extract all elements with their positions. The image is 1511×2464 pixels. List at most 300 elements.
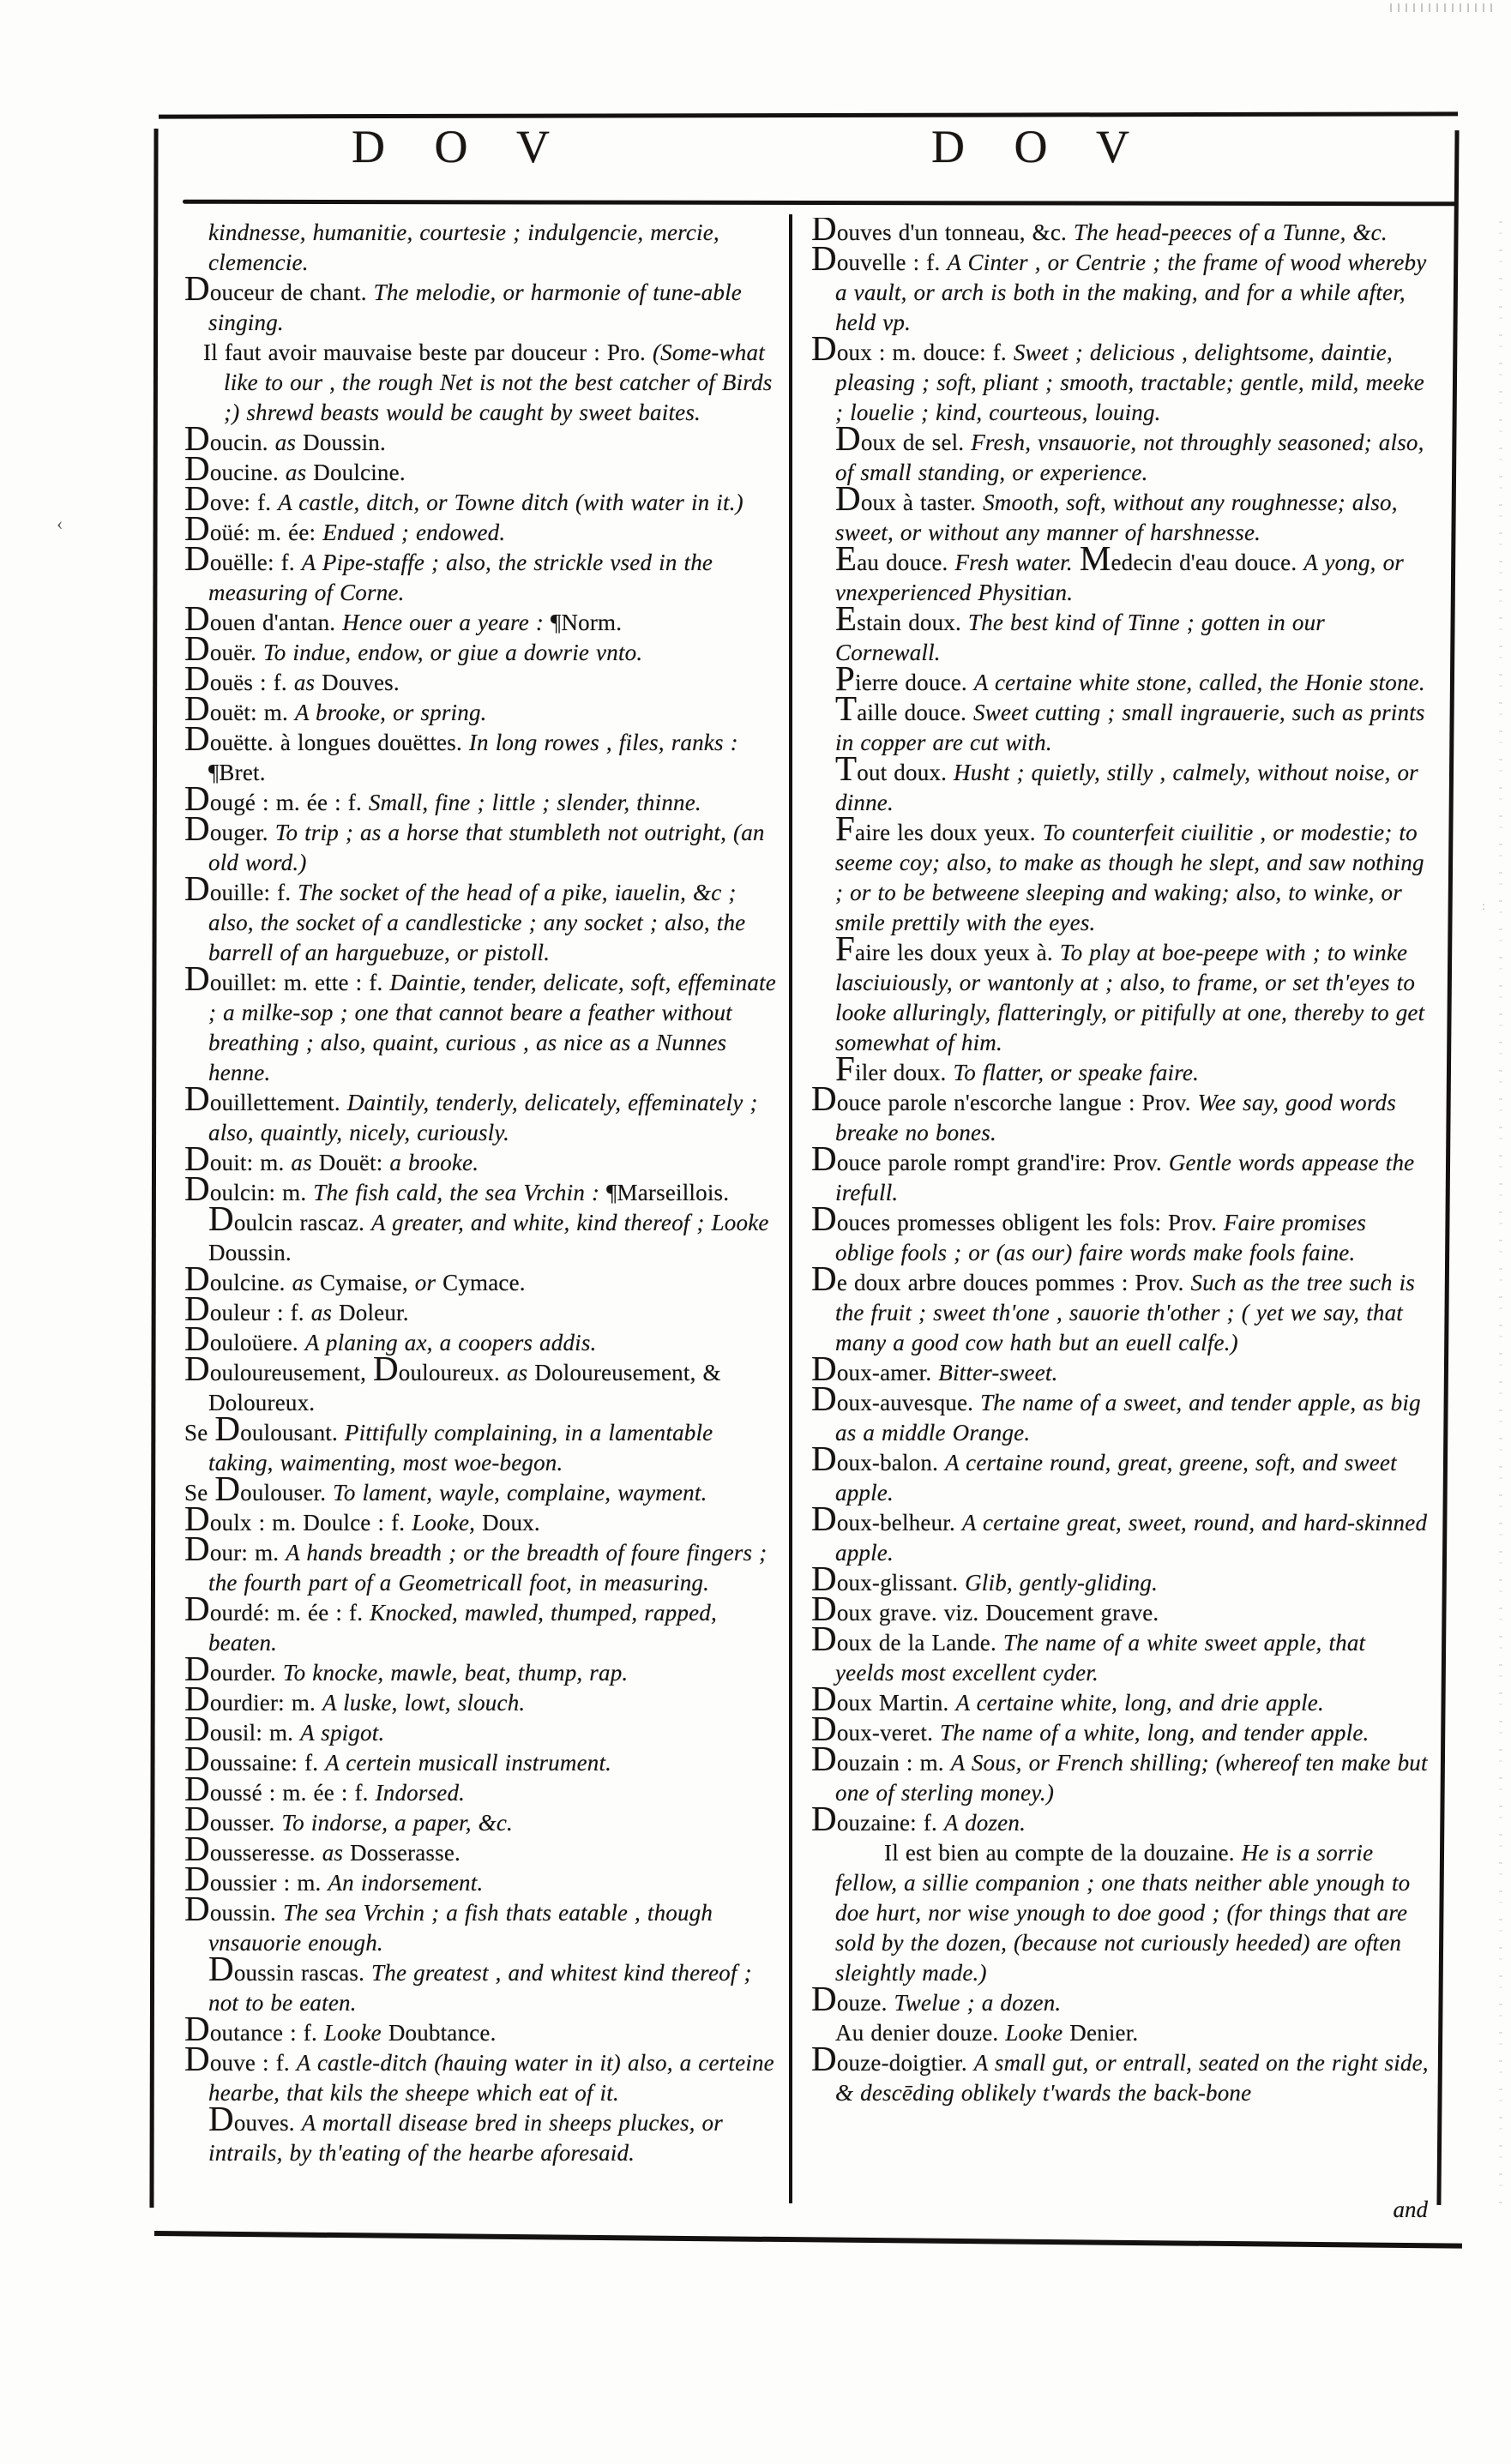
headword-text: outance : [209,2020,304,2046]
headword-initial: D [811,1679,837,1718]
definition-text: Daintie, tender, delicate, soft, effeminate ; a milke-sop ; one that cannot beare a feather without breathing ; also, quaint, curious , as nice as a Nunnes henne. [208,970,776,1085]
headword-initial: T [835,748,858,788]
headword-text: ougé : [209,790,276,815]
headword-text: ouve : [209,2050,276,2076]
definition-text: The greatest , and whitest kind thereof ; not to be eaten. [208,1960,752,2016]
dictionary-entry [811,1199,1430,1268]
roman-text: m. ée : f. [276,1600,370,1626]
definition-text: Pittifully complaining, in a lamentable taking, waimenting, most woe-begon. [208,1420,713,1475]
dictionary-entry [184,1709,782,1748]
dictionary-entry [184,508,782,548]
headword-text: edecin d'eau douce. [1111,550,1304,575]
headword-text: oussin rascas. [233,1960,372,1986]
headword-text: ouillet: [209,970,284,995]
dictionary-entry [184,658,782,698]
headword-initial: D [811,328,837,368]
definition-text: The best kind of Tinne ; gotten in our Cornewall. [835,610,1325,665]
definition-text: as [291,1150,319,1175]
dictionary-entry [184,718,782,788]
roman-text: m. [255,1540,286,1566]
left-border-rule [149,129,158,2208]
roman-text: f. [273,670,294,695]
definition-text: Sweet ; delicious , delightsome, daintie, pleasing ; soft, pliant ; smooth, tractable; gentle, mild, meeke ; louelie ; kind, courteous, louing. [835,340,1424,425]
headword-initial: D [184,1139,210,1178]
roman-text: Doleur. [339,1300,409,1325]
definition-text: To trip ; as a horse that stumbleth not outright, (an old word.) [208,820,765,875]
headword-text: ouës : [209,670,274,695]
roman-text: Doux. [482,1510,540,1535]
headword-initial: D [811,1709,837,1748]
headword-initial: D [184,778,210,818]
headword-initial: D [184,1499,210,1538]
definition-text: In long rowes , files, ranks : [468,730,738,755]
roman-text: Douves. [322,670,400,695]
dictionary-entry [811,1739,1430,1808]
headword-text: ouëtte. [209,730,280,755]
dictionary-entry [811,1709,1430,1748]
dictionary-entry [811,2018,1430,2048]
dictionary-entry [184,1859,782,1898]
definition-text: Fresh, vnsauorie, not throughly seasoned; also, of small standing, or experience. [835,430,1424,485]
headword-initial: D [811,1589,837,1628]
dictionary-entry [184,418,782,458]
definition-text: or [414,1270,443,1295]
dictionary-entry [184,1829,782,1868]
roman-text: à longues douëttes. [280,730,469,755]
headword-text: oucin. [209,430,275,455]
definition-text: a brooke. [389,1150,479,1175]
headword-initial: M [1079,538,1111,578]
dictionary-entry [184,1289,782,1328]
headword-initial: D [214,1469,241,1508]
definition-text: Looke [1005,2020,1070,2046]
dictionary-entry [184,538,782,608]
definition-text: To indue, endow, or giue a dowrie vnto. [263,640,643,665]
scan-edge-noise [1499,206,1502,2203]
headword-text: ouëlle: [209,550,281,575]
headword-initial: D [811,1079,837,1118]
dictionary-entry [184,448,782,488]
definition-text: as [506,1360,535,1385]
dictionary-entry [184,1259,782,1298]
roman-text: m. [291,1690,322,1716]
dictionary-entry [184,2039,782,2108]
headword-initial: D [811,1499,837,1538]
definition-text: The name of a white sweet apple, that yeelds most excellent cyder. [835,1630,1366,1686]
headword-text: oux-belheur. [836,1510,962,1535]
dictionary-entry [811,238,1430,338]
headword-text: ouzaine: [836,1810,924,1836]
dictionary-entry [811,808,1430,938]
definition-text: Endued ; endowed. [322,520,506,545]
headword-text: oux-auvesque. [836,1390,981,1415]
definition-text: Glib, gently-gliding. [965,1570,1159,1596]
headword-text: iler doux. [855,1060,954,1085]
headword-text: oux-glissant. [836,1570,966,1596]
headword-text: oulcin rascaz. [233,1210,371,1235]
headword-initial: D [811,238,837,278]
dictionary-entry [811,1799,1430,1838]
headword-text: ouze-doigtier. [836,2050,974,2076]
headword-text: aire les doux yeux à. [855,940,1060,965]
roman-text: m. douce: f. [892,340,1014,365]
dictionary-entry [184,628,782,668]
dictionary-entry [184,778,782,818]
headword-initial: D [184,448,210,488]
definition-text: A certaine white, long, and drie apple. [955,1690,1324,1716]
headword-initial: D [184,959,210,998]
headword-text: oux de la Lande. [836,1630,1003,1656]
dictionary-entry [184,1889,782,1958]
headword-text: stain doux. [857,610,968,635]
definition-text: A mortall disease bred in sheeps pluckes, or intrails, by th'eating of the hearbe aforesaid. [208,2110,723,2166]
headword-initial: D [835,418,861,458]
headword-text: ouleur : [209,1300,291,1325]
definition-text: as [310,1300,340,1325]
roman-text: Doloureusement, & Doloureux. [208,1360,721,1415]
headword-text: ouzain : [836,1750,920,1776]
roman-text: Cymace. [442,1270,526,1295]
definition-text: A Sous, or French shilling; (whereof ten make but one of sterling money.) [835,1750,1428,1806]
dictionary-entry [184,1469,782,1508]
dictionary-entry [184,218,782,278]
roman-text: Prov. [1135,1270,1191,1295]
headword-initial: D [811,1349,837,1388]
roman-text: Prov. [1112,1150,1169,1175]
headword-initial: F [835,1049,856,1088]
roman-text: f. [280,550,302,575]
headword-initial: F [835,929,856,968]
dictionary-entry [811,1559,1430,1598]
headword-initial: D [184,1259,210,1298]
headword-text: ierre douce. [855,670,974,695]
headword-initial: D [811,1139,837,1178]
definition-text: A spigot. [300,1720,385,1746]
headword-initial: D [208,2099,234,2138]
roman-text: f. [926,249,948,275]
headword-text: ouves d'un tonneau, &c. [836,219,1074,245]
headword-initial: E [835,598,858,638]
headword-initial: D [208,1949,234,1988]
headword-text: ourdé: [209,1600,277,1626]
definition-text: Gentle words appease the irefull. [835,1150,1415,1205]
headword-text: ouillettement. [209,1090,347,1115]
headword-text: oulcin: [209,1180,283,1205]
dictionary-entry [811,658,1430,698]
dictionary-entry [184,808,782,878]
definition-text: To indorse, a paper, &c. [281,1810,513,1836]
headword-text: ousseresse. [209,1840,322,1866]
headword-text: ousser. [209,1810,282,1836]
definition-text: Smooth, soft, without any roughnesse; also, sweet, or without any manner of harshnesse. [835,490,1398,545]
headword-initial: D [184,868,210,908]
definition-text: A certaine white stone, called, the Honie stone. [973,670,1425,695]
definition-text: Knocked, mawled, thumped, rapped, beaten. [208,1600,717,1656]
headword-text: oux Martin. [836,1690,956,1716]
dictionary-entry [184,598,782,638]
definition-text: Bitter-sweet. [938,1360,1058,1385]
headword-initial: D [811,1379,837,1418]
headword-text: oulcine. [209,1270,292,1295]
headword-text: oux-amer. [836,1360,939,1385]
headword-initial: D [184,628,210,668]
headword-initial: P [835,658,856,698]
headword-initial: D [184,538,210,578]
headword-initial: D [184,1799,210,1838]
roman-text: m. Doulce : f. [272,1510,412,1535]
definition-text: A Cinter , or Centrie ; the frame of wood whereby a vault, or arch is both in the making, and for a while after, held vp. [835,249,1427,335]
roman-text: Cymaise, [319,1270,415,1295]
column-divider-rule [789,214,792,2203]
headword-initial: D [208,1199,234,1238]
header-divider-rule [183,200,1458,207]
definition-text: The melodie, or harmonie of tune-able singing. [208,279,742,335]
roman-text: Douët: [318,1150,390,1175]
roman-text: m. [282,1180,314,1205]
roman-text: Dosserasse. [350,1840,461,1866]
headword-text: oux : [836,340,893,365]
roman-text: Doussin. [208,1240,292,1265]
dictionary-entry [184,1199,782,1268]
headword-text: ouceur de chant. [209,279,374,305]
definition-text: A greater, and white, kind thereof ; Looke [370,1210,769,1235]
headword-text: oux-veret. [836,1720,940,1746]
roman-text: ¶Norm. [551,610,623,635]
roman-text: Au denier douze. [835,2020,1006,2046]
definition-text: as [274,430,304,455]
definition-text: Looke [323,2020,388,2046]
headword-initial: D [811,1739,837,1778]
definition-text: A certaine great, sweet, round, and hard-skinned apple. [835,1510,1428,1566]
definition-text: The head-peeces of a Tunne, &c. [1073,219,1388,245]
definition-text: as [285,460,314,485]
definition-text: A dozen. [943,1810,1026,1836]
dictionary-entry [811,418,1430,488]
dictionary-entry [184,1139,782,1178]
roman-text: m. [268,1720,301,1746]
definition-text: Indorsed. [375,1780,466,1806]
definition-text: Wee say, good words breake no bones. [835,1090,1396,1145]
dictionary-entry [811,598,1430,668]
headword-initial: T [835,688,858,728]
definition-text: A Pipe-staffe ; also, the strickle vsed in the measuring of Corne. [208,550,713,605]
roman-text: Prov. [1168,1210,1224,1235]
headword-text: oussier : [209,1870,298,1896]
headword-text: ouger. [209,820,275,845]
definition-text: A certein musicall instrument. [325,1750,612,1776]
definition-text: (Some-what like to our , the rough Net is not the best catcher of Birds ;) shrewd beasts would be caught by sweet baites. [224,340,773,425]
dictionary-entry [184,688,782,728]
headword-text: ouce parole rompt grand'ire: [836,1150,1113,1175]
definition-text: Looke, [412,1510,483,1535]
catchword: and [1393,2197,1428,2222]
dictionary-entry [184,959,782,1088]
headword-initial: D [184,2009,210,2048]
headword-text: aille douce. [857,700,974,725]
headword-initial: D [811,1799,837,1838]
headword-initial: D [811,1559,837,1598]
dictionary-entry [184,2099,782,2168]
definition-text: To flatter, or speake faire. [953,1060,1200,1085]
roman-text: viz. Doucement grave. [943,1600,1159,1626]
headword-initial: D [811,1259,837,1298]
dictionary-entry [184,1949,782,2018]
roman-text: ¶Marseillois. [606,1180,730,1205]
headword-initial: D [811,1979,837,2018]
headword-text: ouloüere. [209,1330,305,1355]
headword-initial: D [184,598,210,638]
roman-text: f. [303,2020,324,2046]
dictionary-entry [811,688,1430,758]
dictionary-entry [184,1679,782,1718]
right-column [811,218,1430,2198]
roman-text: Se [184,1420,215,1445]
definition-text: A luske, lowt, slouch. [322,1690,526,1716]
headword-initial: D [184,418,210,458]
headword-initial: D [372,1349,399,1388]
headword-initial: D [184,2039,210,2078]
roman-text: Il faut avoir mauvaise beste par douceur : Pro. [203,340,653,365]
dictionary-entry [184,268,782,338]
headword-initial: D [184,1589,210,1628]
roman-text: f. [923,1810,944,1836]
definition-text: To counterfeit ciuilitie , or modestie; to seeme coy; also, to make as though he slept, and saw nothing ; or to be betweene sleeping and waking; also, to winke, or smile prettily with the eyes. [835,820,1424,935]
roman-text: m. [263,700,295,725]
dictionary-entry [811,1139,1430,1208]
headword-initial: D [184,1289,210,1328]
dictionary-entry [811,1499,1430,1568]
headword-initial: D [184,658,210,698]
roman-text: Denier. [1069,2020,1139,2046]
headword-initial: D [184,1769,210,1808]
definition-text: Faire promises oblige fools ; or (as our) faire words make fools faine. [835,1210,1367,1265]
headword-initial: D [184,1079,210,1118]
headword-text: ove: [209,490,258,515]
dictionary-entry [811,1838,1430,1988]
headword-initial: D [184,1529,210,1568]
headword-initial: D [184,1739,210,1778]
roman-text: f. [275,2050,297,2076]
headword-text: ouille: [209,880,278,905]
headword-initial: D [184,688,210,728]
definition-text: kindnesse, humanitie, courtesie ; indulgencie, mercie, clemencie. [208,219,719,275]
headword-text: ouze. [836,1990,894,2016]
definition-text: A brooke, or spring. [294,700,487,725]
dictionary-entry [184,1349,782,1418]
roman-text: Doussin. [303,430,386,455]
dictionary-entry [184,1169,782,1208]
roman-text: Il est bien au compte de la douzaine. [884,1840,1242,1866]
dictionary-entry [184,478,782,518]
definition-text: A castle, ditch, or Towne ditch (with water in it.) [278,490,743,515]
dictionary-entry [811,1979,1430,2018]
definition-text: Husht ; quietly, stilly , calmely, without noise, or dinne. [835,760,1418,815]
dictionary-entry [811,1379,1430,1448]
headword-initial: D [184,478,210,518]
headword-text: out doux. [857,760,954,785]
dictionary-entry [811,1259,1430,1358]
dictionary-entry [184,868,782,968]
dictionary-entry [184,2009,782,2048]
dictionary-entry [811,1439,1430,1508]
definition-text: To play at boe-peepe with ; to winke lasciuiously, or wantonly at ; also, to frame, or set th'eyes to looke alluringly, flatteringly, or pitifully at one, thereby to get somewhat of him. [835,940,1425,1055]
dictionary-entry [811,218,1430,248]
headword-initial: D [184,1829,210,1868]
roman-text: m. ée: [257,520,323,545]
definition-text: Such as the tree such is the fruit ; sweet th'one , sauorie th'other ; ( yet we say, that many a good cow hath but an euell calfe.) [835,1270,1416,1355]
definition-text: Small, fine ; little ; slender, thinne. [368,790,701,815]
headword-initial: D [811,218,837,248]
definition-text: The name of a white, long, and tender apple. [939,1720,1370,1746]
dictionary-entry [184,1499,782,1538]
definition-text: A castle-ditch (hauing water in it) also, a certeine hearbe, that kils the sheepe which eat of it. [208,2050,774,2106]
headword-initial: D [214,1409,241,1448]
headword-text: ourder. [209,1660,283,1686]
headword-text: oüé: [209,520,258,545]
headword-initial: D [811,2039,837,2078]
roman-text: Prov. [1141,1090,1198,1115]
definition-text: To knocke, mawle, beat, thump, rap. [282,1660,629,1686]
headword-text: ouit: [209,1150,261,1175]
headword-text: ouce parole n'escorche langue : [836,1090,1142,1115]
roman-text: m. ée : f. [282,1780,376,1806]
headword-text: ouër. [209,640,263,665]
headword-text: au douce. [857,550,955,575]
scan-corner-noise [1384,3,1496,12]
dictionary-entry [184,1799,782,1838]
roman-text: m. [919,1750,951,1776]
definition-text: as [292,1270,320,1295]
definition-text: A certaine round, great, greene, soft, and sweet apple. [835,1450,1397,1505]
roman-text: Doulcine. [313,460,406,485]
headword-text: ouloureusement, [209,1360,373,1385]
definition-text: Daintily, tenderly, delicately, effeminately ; also, quaintly, nicely, curiously. [208,1090,758,1145]
headword-initial: D [811,1619,837,1658]
dictionary-entry [811,1049,1430,1088]
roman-text: Se [184,1480,215,1505]
definition-text: Hence ouer a yeare : [342,610,551,635]
headword-initial: D [184,1859,210,1898]
edge-speck: : [1482,900,1485,913]
headword-text: ouen d'antan. [209,610,343,635]
dictionary-entry [811,2039,1430,2108]
roman-text: m. ée : f. [275,790,369,815]
headword-text: oulousant. [240,1420,345,1445]
headword-initial: F [835,808,856,848]
definition-text: The fish cald, the sea Vrchin : [313,1180,607,1205]
top-border-rule [159,111,1458,118]
dictionary-entry [811,1349,1430,1388]
definition-text: The socket of the head of a pike, iauelin, &c ; also, the socket of a candlesticke ; any socket ; also, the barrell of an harguebuze, or pistoll. [208,880,746,965]
roman-text: m. ette : f. [283,970,390,995]
dictionary-entry [184,1649,782,1688]
definition-text: An indorsement. [328,1870,484,1896]
definition-text: Twelue ; a dozen. [894,1990,1062,2016]
definition-text: as [293,670,322,695]
definition-text: A small gut, or entrall, seated on the right side, & descēding oblikely t'wards the back-bone [835,2050,1429,2106]
headword-initial: D [184,1709,210,1748]
headword-initial: D [184,808,210,848]
definition-text: To lament, wayle, complaine, wayment. [333,1480,707,1505]
definition-text: The sea Vrchin ; a fish thats eatable , though vnsauorie enough. [208,1900,713,1956]
headword-text: ouves. [233,2110,302,2136]
dictionary-entry [184,1319,782,1358]
dictionary-entry [811,328,1430,428]
dictionary-entry [184,1769,782,1808]
definition-text: Sweet cutting ; small ingrauerie, such as prints in copper are cut with. [835,700,1425,755]
headword-initial: D [184,268,210,308]
headword-initial: D [184,1169,210,1208]
